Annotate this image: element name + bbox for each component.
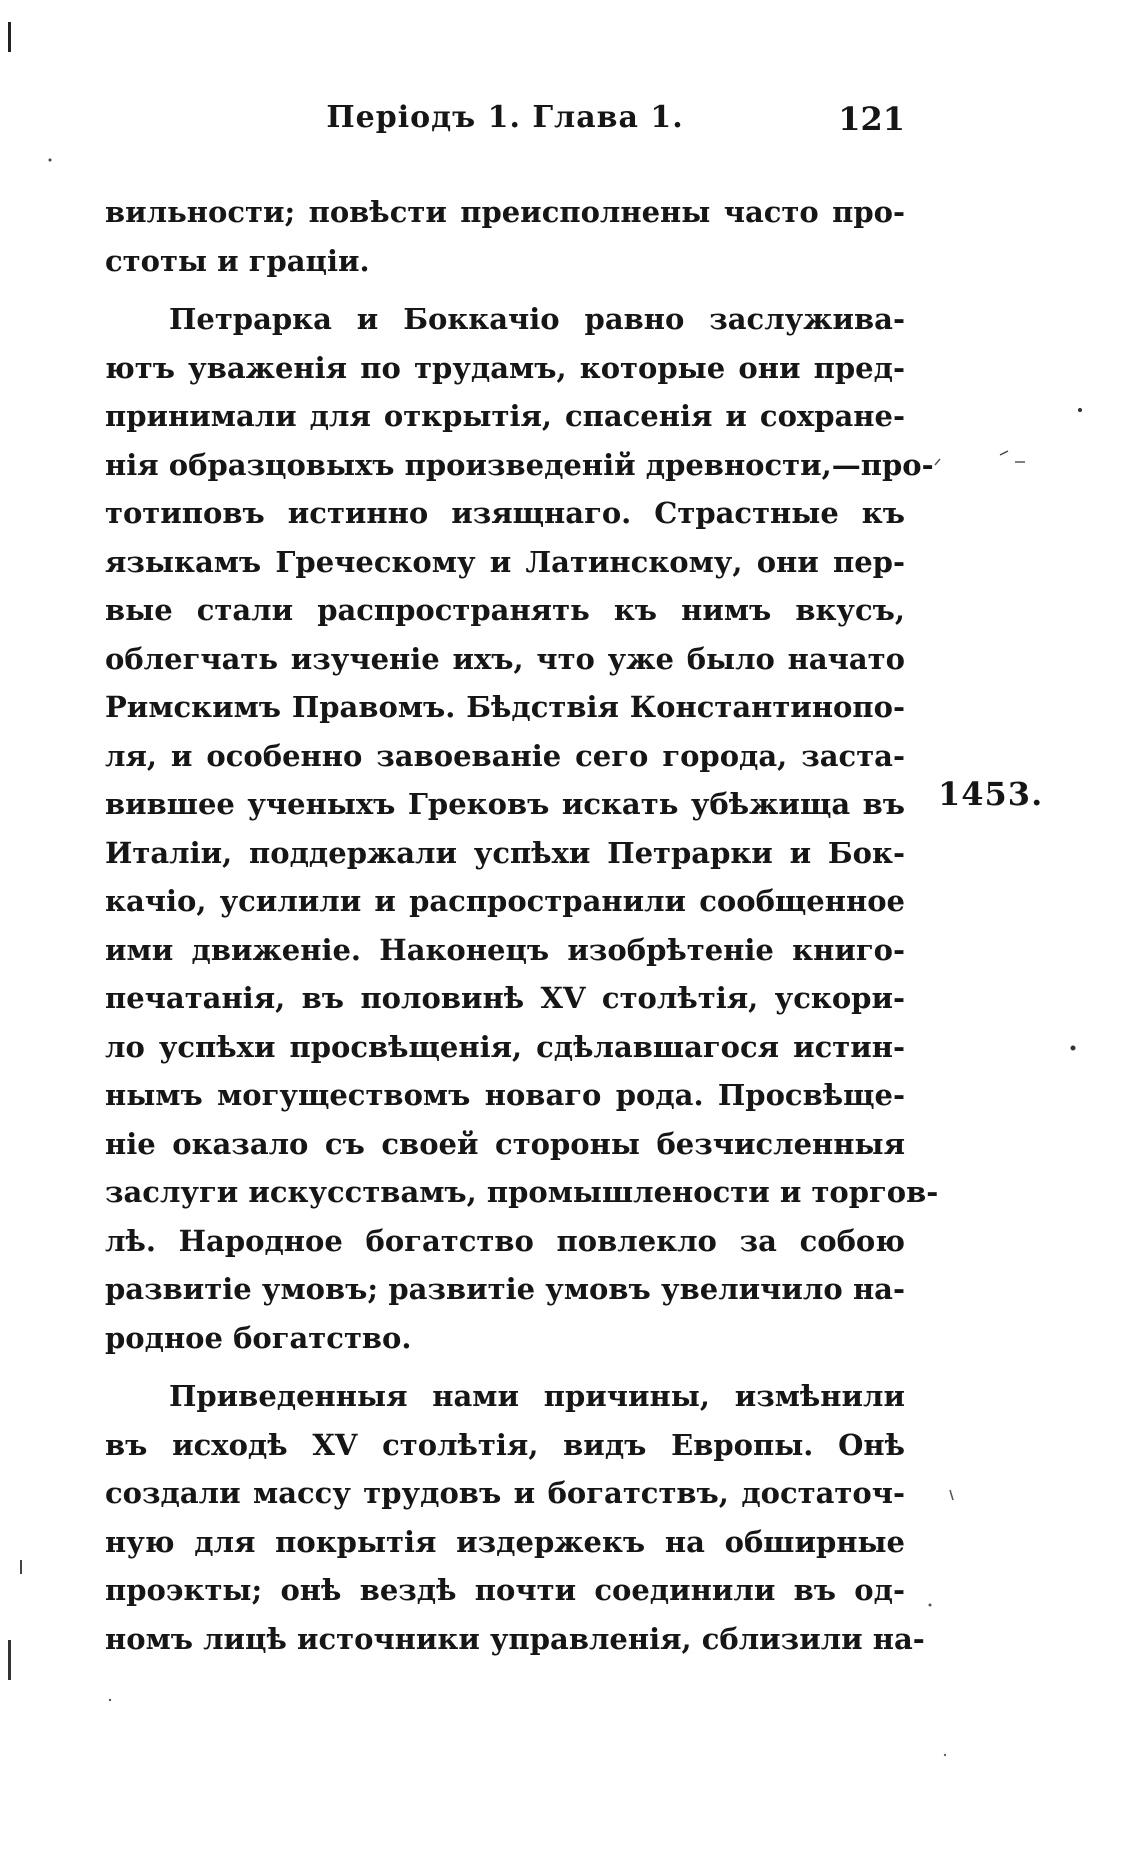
text-line: создали массу трудовъ и богатствъ, достаточ- bbox=[105, 1476, 905, 1510]
text-line: печатанія, въ половинѣ XV столѣтія, ускори- bbox=[105, 981, 905, 1015]
text-line: стоты и граціи. bbox=[105, 243, 370, 278]
text-line: Приведенныя нами причины, измѣнили bbox=[169, 1379, 905, 1413]
text-line: родное богатство. bbox=[105, 1320, 412, 1355]
margin-year-note: 1453. bbox=[938, 775, 1044, 813]
text-line: Италіи, поддержали успѣхи Петрарки и Бок- bbox=[105, 835, 905, 870]
text-line: Римскимъ Правомъ. Бѣдствія Константинопо- bbox=[105, 690, 905, 724]
text-line: номъ лицѣ источники управленія, сблизили на- bbox=[105, 1621, 925, 1656]
paragraph-3 bbox=[105, 1372, 925, 1663]
paragraph-1 bbox=[105, 188, 905, 285]
body-text bbox=[105, 188, 939, 1663]
running-title: Періодъ 1. Глава 1. bbox=[326, 100, 684, 135]
paragraph-2 bbox=[105, 295, 939, 1362]
page-number: 121 bbox=[838, 100, 905, 138]
text-line: проэкты; онѣ вездѣ почти соединили въ од- bbox=[105, 1573, 905, 1607]
text-line: тотиповъ истинно изящнаго. Страстные къ bbox=[105, 496, 905, 530]
text-line: принимали для открытія, спасенія и сохране- bbox=[105, 399, 905, 433]
text-line: нія образцовыхъ произведеній древности,—про- bbox=[105, 447, 934, 482]
text-line: ля, и особенно завоеваніе сего города, заста- bbox=[105, 738, 905, 773]
text-line: вые стали распространять къ нимъ вкусъ, bbox=[105, 593, 905, 627]
text-line: ніе оказало съ своей стороны безчисленныя bbox=[105, 1126, 905, 1161]
text-line: вившее ученыхъ Грековъ искать убѣжища въ bbox=[105, 787, 905, 821]
text-line: заслуги искусствамъ, промышлености и торгов- bbox=[105, 1175, 939, 1209]
text-line: качіо, усилили и распространили сообщенное bbox=[105, 884, 905, 918]
text-line: Петрарка и Боккачіо равно заслужива- bbox=[169, 302, 905, 336]
text-line: ную для покрытія издержекъ на обширные bbox=[105, 1524, 905, 1559]
text-line: облегчать изученіе ихъ, что уже было начато bbox=[105, 641, 905, 676]
text-line: лѣ. Народное богатство повлекло за собою bbox=[105, 1223, 905, 1258]
text-line: въ исходѣ XV столѣтія, видъ Европы. Онѣ bbox=[105, 1427, 905, 1462]
text-line: вильности; повѣсти преисполнены часто про- bbox=[105, 195, 905, 229]
text-line: нымъ могуществомъ новаго рода. Просвѣще- bbox=[105, 1078, 905, 1112]
running-header bbox=[105, 100, 905, 150]
text-line: ими движеніе. Наконецъ изобрѣтеніе книго- bbox=[105, 932, 905, 967]
text-line: развитіе умовъ; развитіе умовъ увеличило на- bbox=[105, 1272, 905, 1306]
text-line: языкамъ Греческому и Латинскому, они пер- bbox=[105, 544, 905, 579]
text-line: ло успѣхи просвѣщенія, сдѣлавшагося истин- bbox=[105, 1029, 905, 1064]
text-line: ютъ уваженія по трудамъ, которые они пред- bbox=[105, 350, 905, 385]
